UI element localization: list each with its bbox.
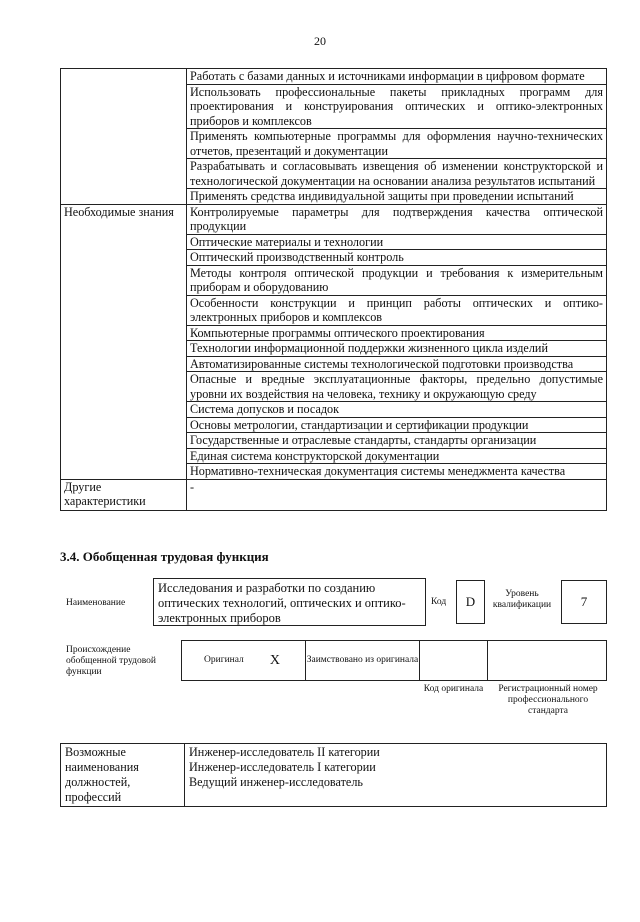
skills-label-cell (61, 69, 187, 205)
original-mark: X (269, 653, 280, 668)
skill-item: Использовать профессиональные пакеты прикладных программ для проектирования и конструирования оптических и оптико-электронных приборов и комплексов (187, 84, 607, 129)
table-row (61, 204, 607, 234)
original-cell (181, 640, 306, 681)
skill-item: Работать с базами данных и источниками информации в цифровом формате (187, 69, 607, 85)
knowledge-label: Необходимые знания (61, 204, 187, 479)
knowledge-item: Опасные и вредные эксплуатационные факторы, предельно допустимые уровни их воздействия на человека, технику и окружающую среду (187, 372, 607, 402)
knowledge-item: Основы метрологии, стандартизации и сертификации продукции (187, 417, 607, 433)
qualification-level-label: Уровень квалификации (492, 589, 552, 610)
skill-item: Применять средства индивидуальной защиты при проведении испытаний (187, 189, 607, 205)
function-name-box: Исследования и разработки по созданию оптических технологий, оптических и оптико-электронных приборов (153, 578, 426, 626)
table-row (61, 69, 607, 85)
skills-knowledge-table (60, 68, 607, 511)
reg-number-label: Регистрационный номер профессионального стандарта (498, 684, 598, 716)
code-label: Код (431, 597, 447, 607)
knowledge-item: Нормативно-техническая документация системы менеджмента качества (187, 464, 607, 480)
knowledge-item: Система допусков и посадок (187, 402, 607, 418)
knowledge-item: Компьютерные программы оптического проектирования (187, 325, 607, 341)
name-label: Наименование (66, 598, 126, 608)
knowledge-item: Методы контроля оптической продукции и требования к измерительным приборам и оборудованию (187, 265, 607, 295)
code-original-label: Код оригинала (423, 684, 484, 694)
knowledge-item: Контролируемые параметры для подтверждения качества оптической продукции (187, 204, 607, 234)
table-row (61, 479, 607, 510)
knowledge-item: Единая система конструкторской документации (187, 448, 607, 464)
knowledge-item: Оптические материалы и технологии (187, 234, 607, 250)
reg-number-cell (487, 640, 607, 681)
page-number: 20 (314, 34, 326, 48)
positions-list-cell (185, 744, 607, 807)
table-row (61, 744, 607, 807)
origin-label: Происхождение обобщенной трудовой функции (66, 645, 156, 677)
skill-item: Разрабатывать и согласовывать извещения об изменении конструкторской и технологической документации на основании анализа результатов испытаний (187, 159, 607, 189)
other-characteristics-value: - (187, 479, 607, 510)
positions-label: Возможные наименования должностей, профессий (61, 744, 185, 807)
other-characteristics-label: Другие характеристики (61, 479, 187, 510)
original-label: Оригинал (204, 655, 244, 665)
position-item: Ведущий инженер-исследователь (189, 775, 363, 789)
code-box: D (456, 580, 485, 624)
knowledge-item: Особенности конструкции и принцип работы оптических и оптико-электронных приборов и комплексов (187, 295, 607, 325)
position-item: Инженер-исследователь I категории (189, 760, 376, 774)
qualification-level-box: 7 (561, 580, 607, 624)
positions-table (60, 743, 607, 807)
position-item: Инженер-исследователь II категории (189, 745, 380, 759)
section-title: 3.4. Обобщенная трудовая функция (60, 549, 269, 564)
knowledge-item: Оптический производственный контроль (187, 250, 607, 266)
skill-item: Применять компьютерные программы для оформления научно-технических отчетов, презентаций и документации (187, 129, 607, 159)
knowledge-item: Автоматизированные системы технологической подготовки производства (187, 356, 607, 372)
knowledge-item: Технологии информационной поддержки жизненного цикла изделий (187, 341, 607, 357)
code-original-cell (419, 640, 488, 681)
borrowed-cell: Заимствовано из оригинала (305, 640, 420, 681)
knowledge-item: Государственные и отраслевые стандарты, стандарты организации (187, 433, 607, 449)
